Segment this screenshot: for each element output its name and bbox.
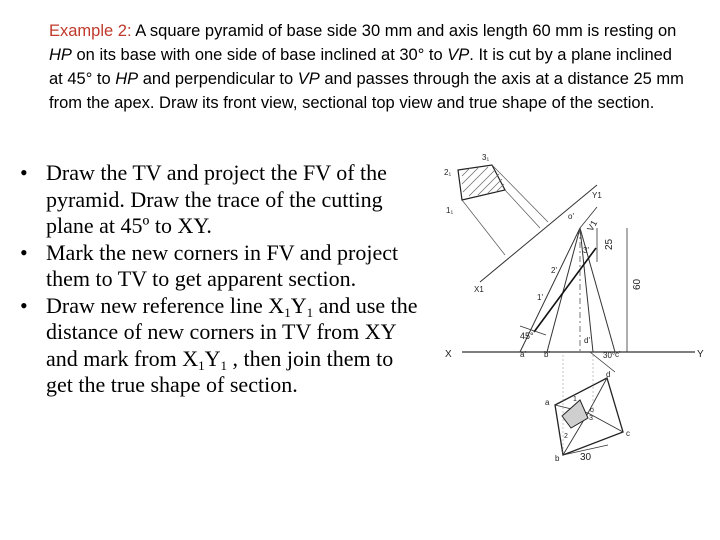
problem-text: A square pyramid of base side 30 mm and axis length 60 mm is resting on	[131, 22, 677, 40]
projector-line	[462, 200, 505, 255]
pt-a-prime: a'	[520, 350, 526, 359]
tv-pt-c: c	[626, 429, 630, 438]
problem-text: and perpendicular to	[138, 70, 298, 88]
top-view	[545, 351, 630, 463]
pt-2-prime: 2'	[551, 266, 557, 275]
label-y: Y	[697, 349, 704, 360]
problem-text: . It is cut by a plane inclined at 45° to	[49, 46, 672, 88]
bullet-text: and use the distance of new corners in TV from XY and mark from X	[46, 292, 418, 371]
projector-line	[492, 165, 548, 222]
bullet-icon: •	[20, 239, 28, 265]
hp-term: HP	[49, 46, 72, 64]
tv-pt-o: o	[590, 407, 594, 414]
tv-pt-2: 2	[564, 433, 568, 440]
bullet-text: Draw new reference line X	[46, 292, 285, 318]
bullet-text: Y	[204, 345, 221, 371]
pt-b-prime: b'	[544, 350, 550, 359]
angle-30-label: 30°	[603, 351, 616, 360]
bullet-icon: •	[20, 160, 28, 185]
example-label: Example 2:	[49, 22, 132, 40]
dim-25-label: 25	[604, 238, 615, 250]
dim-30-label: 30	[580, 452, 592, 463]
pt-3-prime: 3'	[583, 246, 589, 255]
tv-pt-b: b	[555, 454, 560, 463]
subscript: 1	[220, 357, 228, 373]
vp-term: VP	[297, 70, 320, 88]
bullet-text: , then join them to get the true shape of section.	[46, 345, 394, 397]
problem-text: on its base with one side of base inclined at 30° to	[71, 46, 448, 64]
tv-pt-a: a	[545, 398, 550, 407]
bullet-text: Y	[290, 292, 307, 318]
fv-edge	[547, 228, 580, 352]
ts-pt-3: 3₁	[482, 153, 490, 162]
pt-c-prime: c'	[615, 350, 621, 359]
label-x: X	[445, 349, 452, 360]
tv-pt-3: 3	[589, 415, 593, 422]
x1y1-reference-line	[480, 185, 600, 282]
bullet-text: Mark the new corners in FV and project them to TV to get apparent section.	[46, 239, 399, 291]
tv-pt-d: d	[606, 370, 611, 379]
subscript: 1	[306, 304, 314, 320]
angle-45-label: 45°	[520, 331, 534, 341]
pt-d-prime: d'	[584, 336, 590, 345]
subscript: 1	[198, 357, 205, 373]
hp-term: HP	[115, 70, 139, 88]
dim-60-label: 60	[632, 278, 643, 290]
pt-o-prime: o'	[568, 212, 574, 221]
vp-term: VP	[447, 46, 470, 64]
label-x1: X1	[474, 285, 484, 294]
problem-text: and passes through the axis at a distance 25 mm from the apex. Draw its front view, sectional top view and true shape of the section.	[49, 70, 684, 112]
true-shape-outline	[458, 165, 505, 200]
tv-pt-1: 1	[573, 396, 577, 403]
ts-pt-2: 2₁	[444, 168, 452, 177]
bullet-text: Draw the TV and project the FV of the pyramid. Draw the trace of the cutting plane at 45º to XY.	[46, 160, 387, 238]
subscript: 1	[284, 304, 291, 320]
bullet-icon: •	[20, 292, 28, 318]
label-y1: Y1	[592, 191, 602, 200]
tv-section-hatch	[562, 400, 588, 428]
label-v1: V1	[585, 218, 600, 233]
pt-1-prime: 1'	[537, 293, 543, 302]
ts-pt-1: 1₁	[446, 206, 454, 215]
